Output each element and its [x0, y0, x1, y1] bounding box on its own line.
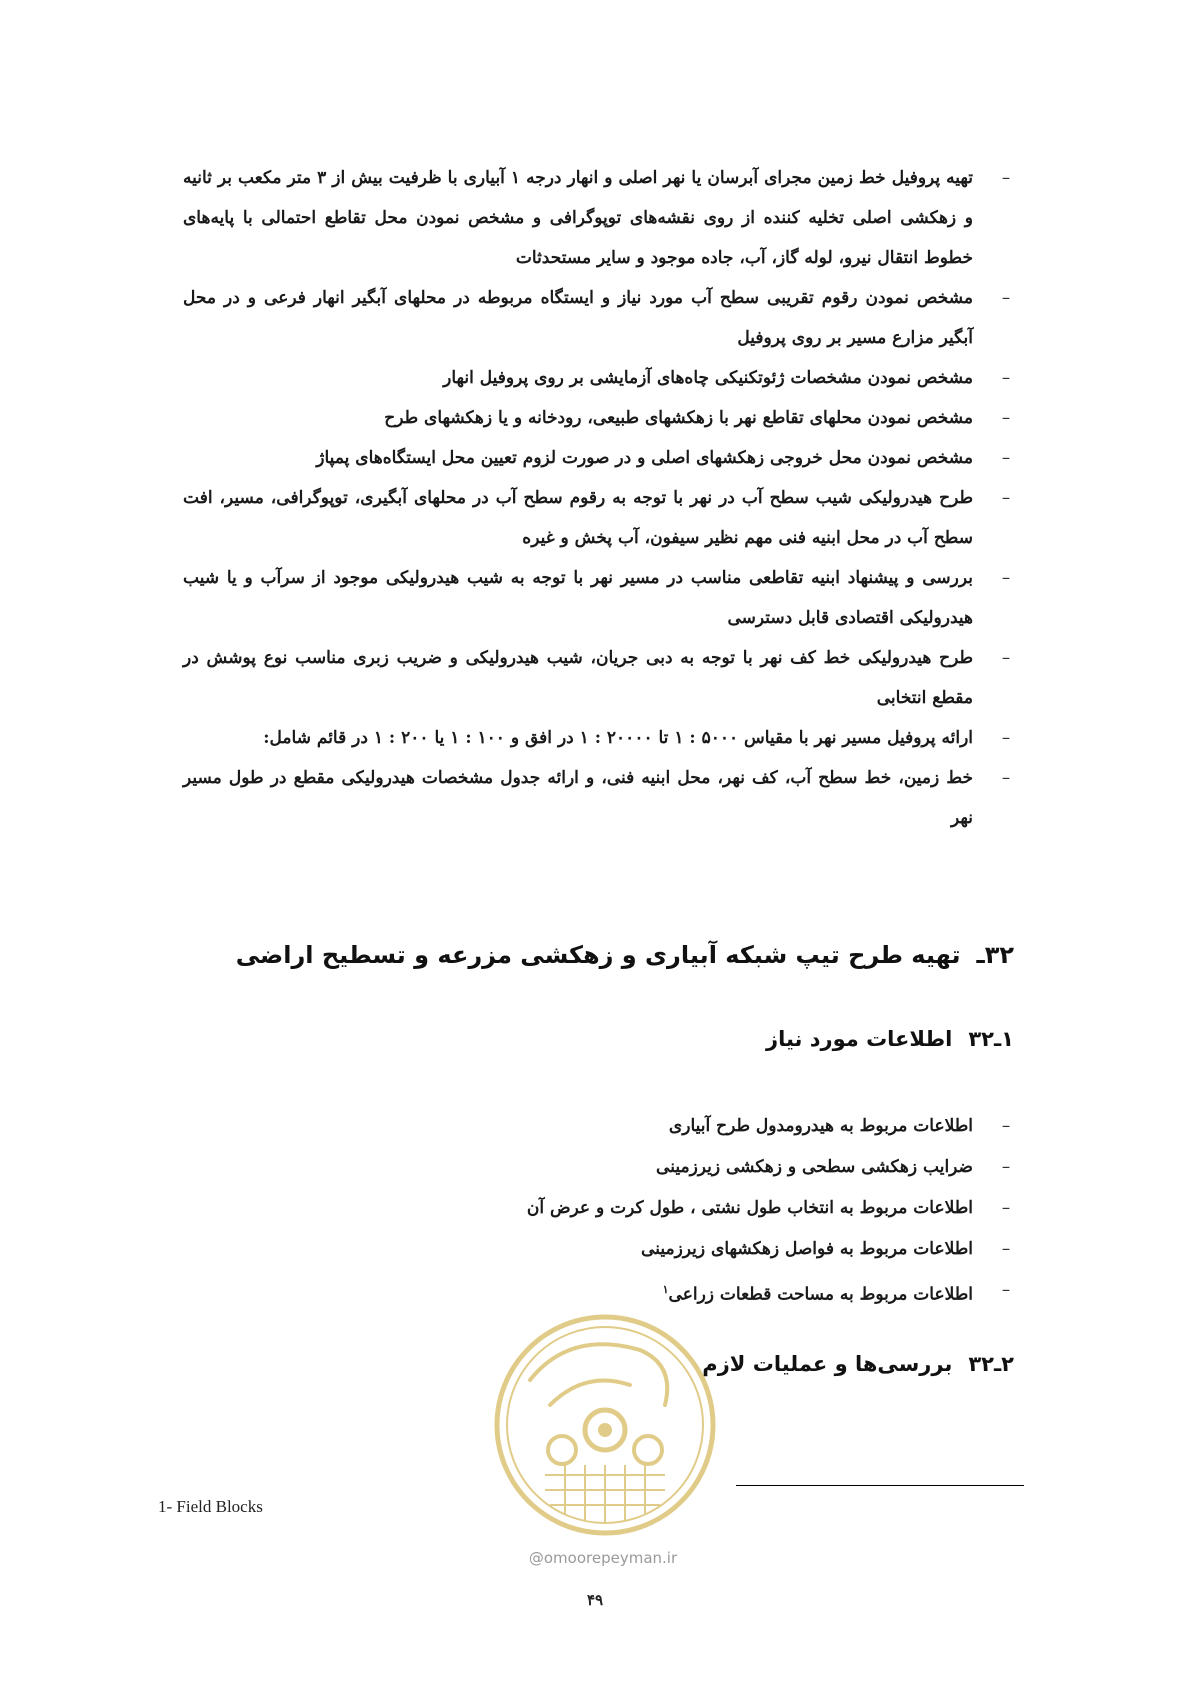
subsection-title: اطلاعات مورد نیاز — [765, 1027, 953, 1051]
footnote: 1- Field Blocks — [158, 1497, 263, 1516]
subsection-heading — [702, 1349, 1014, 1379]
bullet-dash: – — [1001, 728, 1011, 748]
list-item: ضرایب زهکشی سطحی و زهکشی زیرزمینی — [656, 1157, 973, 1177]
list-item: مشخص نمودن مشخصات ژئوتکنیکی چاه‌های آزمایشی بر روی پروفیل انهار — [443, 368, 973, 388]
list-item: ارائه پروفیل مسیر نهر با مقیاس ۵۰۰۰ : ۱ تا ۲۰۰۰۰ : ۱ در افق و ۱۰۰ : ۱ یا ۲۰۰ : ۱ در قائم شامل: — [263, 728, 973, 748]
list-item-text: اطلاعات مربوط به مساحت قطعات زراعی — [668, 1284, 973, 1305]
footnote-marker: ۱ — [662, 1283, 669, 1296]
bullet-dash: – — [1001, 168, 1011, 188]
bullet-dash: – — [1001, 408, 1011, 428]
section-title: تهیه طرح تیپ شبکه آبیاری و زهکشی مزرعه و تسطیح اراضی — [235, 941, 961, 969]
list-item: مشخص نمودن محل خروجی زهکشهای اصلی و در صورت لزوم تعیین محل ایستگاه‌های پمپاژ — [316, 448, 973, 468]
bullet-dash: – — [1001, 1239, 1011, 1259]
section-number: ۳۲ـ — [976, 941, 1014, 969]
bullet-dash: – — [1001, 568, 1011, 588]
page-number: ۴۹ — [586, 1591, 604, 1609]
section-heading — [236, 938, 1014, 972]
subsection-number: ۲ـ۳۲ — [968, 1352, 1014, 1376]
list-item: بررسی و پیشنهاد ابنیه تقاطعی مناسب در مسیر نهر با توجه به شیب هیدرولیکی موجود از سرآب و یا شیب هیدرولیکی اقتصادی قابل دسترسی — [183, 568, 973, 628]
list-item: خط زمین، خط سطح آب، کف نهر، محل ابنیه فنی، و ارائه جدول مشخصات هیدرولیکی مقطع در طول مسیر نهر — [183, 768, 973, 828]
list-item: اطلاعات مربوط به فواصل زهکشهای زیرزمینی — [641, 1239, 973, 1259]
bullet-dash: – — [1001, 288, 1011, 308]
bullet-dash: – — [1001, 1116, 1011, 1136]
bullet-dash: – — [1001, 768, 1011, 788]
list-item: اطلاعات مربوط به هیدرومدول طرح آبیاری — [668, 1116, 973, 1136]
bullet-dash: – — [1001, 488, 1011, 508]
bullet-dash: – — [1001, 648, 1011, 668]
list-item: تهیه پروفیل خط زمین مجرای آبرسان یا نهر اصلی و انهار درجه ۱ آبیاری با ظرفیت بیش از ۳ متر مکعب بر ثانیه و زهکشی اصلی تخلیه کننده از روی نقشه‌های توپوگرافی و مشخص نمودن محل تقاطع احتمالی با پایه‌های خطوط انتقال نیرو، لوله گاز، آب، جاده موجود و سایر مستحدثات — [183, 168, 973, 268]
list-item — [663, 1270, 973, 1315]
list-item: طرح هیدرولیکی شیب سطح آب در نهر با توجه به رقوم سطح آب در محلهای آبگیری، توپوگرافی، مسیر، افت سطح آب در محل ابنیه فنی مهم نظیر سیفون، آب پخش و غیره — [183, 488, 973, 548]
bullet-dash: – — [1001, 1280, 1011, 1300]
watermark-logo — [490, 1310, 720, 1555]
list-item: اطلاعات مربوط به انتخاب طول نشتی ، طول کرت و عرض آن — [526, 1198, 973, 1218]
subsection-number: ۱ـ۳۲ — [968, 1027, 1014, 1051]
list-item: مشخص نمودن محلهای تقاطع نهر با زهکشهای طبیعی، رودخانه و یا زهکشهای طرح — [384, 408, 973, 428]
subsection-title: بررسی‌ها و عملیات لازم — [702, 1352, 953, 1376]
subsection-heading — [766, 1024, 1014, 1054]
bullet-dash: – — [1001, 368, 1011, 388]
bullet-dash: – — [1001, 1198, 1011, 1218]
list-item: طرح هیدرولیکی خط کف نهر با توجه به دبی جریان، شیب هیدرولیکی و ضریب زبری مناسب نوع پوشش در مقطع انتخابی — [183, 648, 973, 708]
list-item: مشخص نمودن رقوم تقریبی سطح آب مورد نیاز و ایستگاه مربوطه در محلهای آبگیر انهار فرعی و در محل آبگیر مزارع مسیر بر روی پروفیل — [183, 288, 973, 348]
footnote-rule — [736, 1485, 1024, 1486]
bullet-dash: – — [1001, 448, 1011, 468]
bullet-dash: – — [1001, 1157, 1011, 1177]
watermark-site: @omoorepeyman.ir — [528, 1549, 678, 1567]
